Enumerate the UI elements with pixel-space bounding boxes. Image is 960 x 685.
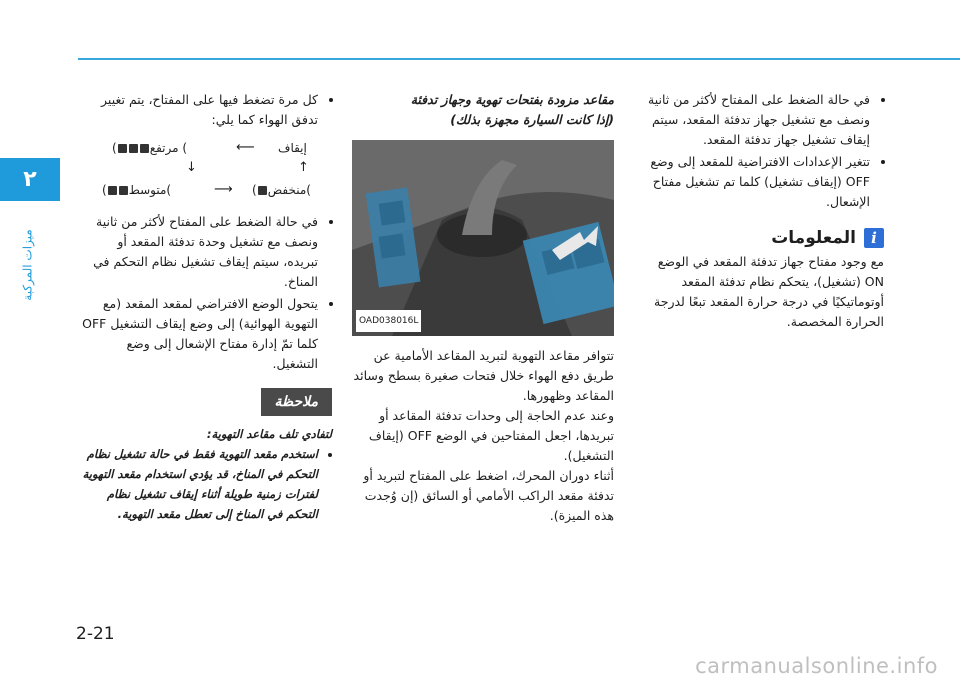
chapter-title: ميزات المركبة [21,229,35,301]
seat-fan-icon [118,144,127,153]
bullet-list [80,90,332,130]
bullet-item: • في حالة الضغط على المفتاح لأكثر من ثانية ونصف مع تشغيل جهاز تدفئة المقعد، سيتم إيقاف تشغيل جهاز تدفئة المقعد. [636,90,870,150]
warning-title: لتفادي تلف مقاعد التهوية: [206,427,332,441]
seat-switch-photo [352,140,614,336]
body-paragraph: أثناء دوران المحرك، اضغط على المفتاح لتبريد أو تدفئة مقعد الراكب الأمامي أو السائق (إن وُجدت هذه الميزة). [363,468,614,523]
flow-medium: ( متوسط( [102,183,172,197]
right-column [636,90,884,332]
seat-fan-icon [119,186,128,195]
seat-fan-icon [140,144,149,153]
arrow-up-icon: ↑ [298,160,309,175]
chapter-title-vertical [14,210,42,320]
seat-fan-icon [258,186,267,195]
arrow-down-icon: ↓ [186,160,197,175]
section-heading: مقاعد مزودة بفتحات تهوية وجهاز تدفئة [410,92,614,107]
bullet-item: • تتغير الإعدادات الافتراضية للمقعد إلى وضع OFF (إيقاف تشغيل) كلما تم تشغيل مفتاح الإشعال. [636,152,870,212]
arrow-left-icon: ⟵ [236,140,255,155]
middle-column [352,90,614,526]
left-column [80,90,332,526]
body-paragraph: وعند عدم الحاجة إلى وحدات تدفئة المقاعد أو تبريدها، اجعل المفتاحين في الوضع OFF (إيقاف التشغيل). [368,408,614,463]
header-rule [78,58,960,60]
watermark: carmanualsonline.info [695,654,938,678]
airflow-cycle-diagram [102,138,332,204]
flow-off: إيقاف [278,141,307,155]
page-number: 2-21 [76,624,115,644]
seat-fan-icon [108,186,117,195]
info-icon: i [864,228,884,248]
bullet-item: • كل مرة تضغط فيها على المفتاح، يتم تغيير تدفق الهواء كما يلي: [80,90,318,130]
flow-low: ( منخفض( [252,183,311,197]
info-text: مع وجود مفتاح جهاز تدفئة المقعد في الوضع ON (تشغيل)، يتحكم نظام تدفئة المقعد أوتوماتيكيًا في درجة حرارة المقعد تبعًا لدرجة الحرارة المخصصة. [654,254,884,329]
chapter-tab[interactable] [0,158,60,201]
seat-fan-icon [129,144,138,153]
info-heading [636,228,884,248]
bullet-item: • يتحول الوضع الافتراضي لمقعد المقعد (مع التهوية الهوائية) إلى وضع إيقاف التشغيل OFF كلما تمّ إدارة مفتاح الإشعال إلى وضع التشغيل. [80,294,318,374]
body-paragraph: تتوافر مقاعد التهوية لتبريد المقاعد الأمامية عن طريق دفع الهواء خلال فتحات صغيرة بسطح وسائد المقاعد وظهورها. [353,348,614,403]
console-illustration [352,140,614,336]
info-title: المعلومات [771,228,856,248]
arrow-right-icon: ⟶ [214,182,233,197]
bullet-list [80,212,332,374]
flow-high: ( مرتفع ( [112,141,188,155]
bullet-list [636,90,884,212]
warning-badge: ملاحظة [261,388,333,416]
image-code: OAD038016L [356,310,421,332]
chapter-number: ٢ [23,167,37,192]
section-subheading: (إذا كانت السيارة مجهزة بذلك) [450,112,614,127]
bullet-item: • في حالة الضغط على المفتاح لأكثر من ثانية ونصف مع تشغيل وحدة تدفئة المقعد أو تبريده، سيتم إيقاف تشغيل نظام التحكم في المناخ. [80,212,318,292]
warning-item: • استخدم مقعد التهوية فقط في حالة تشغيل نظام التحكم في المناخ، قد يؤدي استخدام مقعد التهوية لفترات زمنية طويلة أثناء إيقاف تشغيل نظام التحكم في المناخ إلى تعطل مقعد التهوية. [80,444,318,524]
warning-list [80,444,332,524]
